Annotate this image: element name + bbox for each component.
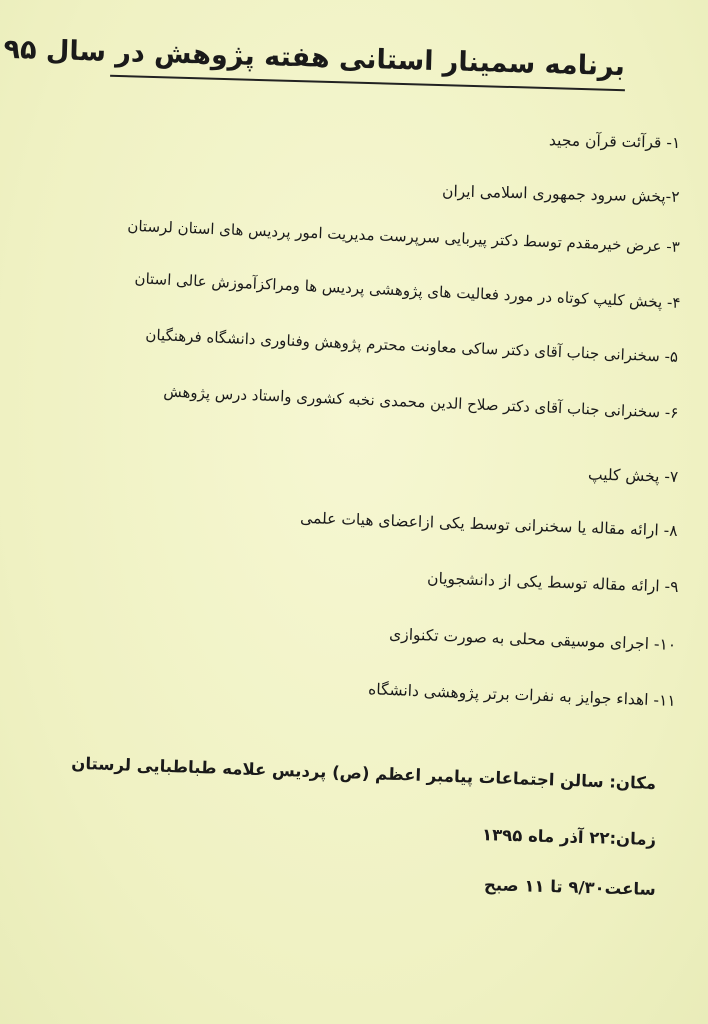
program-item-4: ۴- پخش کلیپ کوتاه در مورد فعالیت های پژوهشی پردیس ها ومراکزآموزش عالی استان: [133, 269, 681, 312]
program-item-3: ۳- عرض خیرمقدم توسط دکتر پیربایی سرپرست مدیریت امور پردیس های استان لرستان: [127, 216, 681, 256]
program-item-8: ۸- ارائه مقاله یا سخنرانی توسط یکی ازاعضای هیات علمی: [300, 508, 679, 540]
program-item-1: ۱- قرآئت قرآن مجید: [548, 131, 681, 152]
program-item-6: ۶- سخنرانی جناب آقای دکتر صلاح الدین محمدی نخبه کشوری واستاد درس پژوهش: [162, 382, 679, 422]
program-item-11: ۱۱- اهداء جوایز به نفرات برتر پژوهشی دانشگاه: [368, 680, 677, 710]
date-text: زمان:۲۲ آذر ماه ۱۳۹۵: [481, 825, 657, 849]
program-title: برنامه سمینار استانی هفته پژوهش در سال ۹۵: [3, 33, 626, 83]
program-item-2: ۲-پخش سرود جمهوری اسلامی ایران: [442, 182, 681, 206]
program-item-10: ۱۰- اجرای موسیقی محلی به صورت تکنوازی: [388, 624, 677, 654]
time-text: ساعت۹/۳۰ تا ۱۱ صبح: [484, 875, 657, 899]
program-item-5: ۵- سخنرانی جناب آقای دکتر ساکی معاونت محترم پژوهش وفناوری دانشگاه فرهنگیان: [145, 325, 679, 366]
location-text: مکان: سالن اجتماعات پیامبر اعظم (ص) پردیس علامه طباطبایی لرستان: [71, 753, 657, 793]
program-item-9: ۹- ارائه مقاله توسط یکی از دانشجویان: [426, 569, 679, 596]
program-item-7: ۷- پخش کلیپ: [587, 465, 679, 486]
